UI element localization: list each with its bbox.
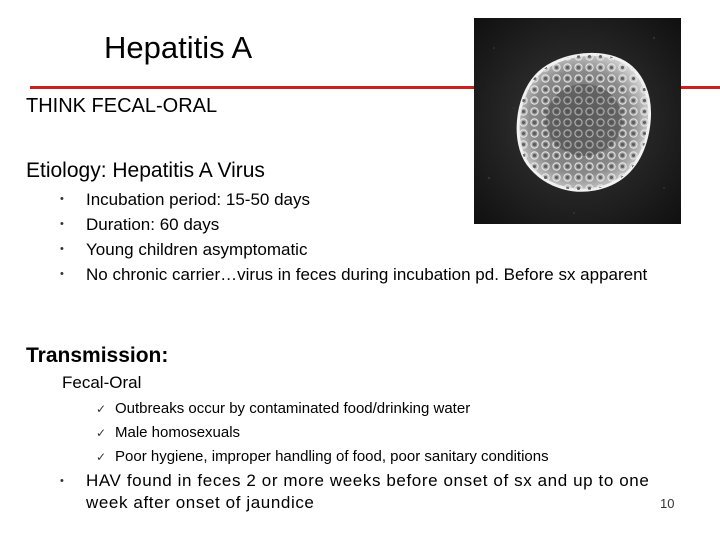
bullet-text: Incubation period: 15-50 days: [86, 190, 310, 209]
bullet-icon: •: [60, 268, 64, 280]
subtitle: THINK FECAL-ORAL: [26, 95, 218, 117]
list-item: [96, 421, 656, 445]
bullet-icon: •: [60, 475, 64, 487]
transmission-heading: Transmission:: [26, 344, 169, 367]
bullet-text: No chronic carrier…virus in feces during incubation pd. Before sx apparent: [86, 265, 648, 284]
list-item: [96, 397, 656, 421]
etiology-heading: Etiology: Hepatitis A Virus: [26, 159, 265, 182]
slide-title: Hepatitis A: [104, 30, 253, 65]
check-icon: ✓: [96, 450, 107, 464]
list-item: [96, 445, 656, 469]
bullet-icon: •: [60, 218, 64, 230]
check-icon: ✓: [96, 402, 107, 416]
bullet-icon: •: [60, 243, 64, 255]
check-text: Poor hygiene, improper handling of food, poor sanitary conditions: [115, 448, 549, 465]
bullet-text: Young children asymptomatic: [86, 240, 308, 259]
etiology-bullet-list: [60, 187, 660, 287]
list-item: [60, 262, 660, 287]
check-text: Outbreaks occur by contaminated food/drinking water: [115, 400, 471, 417]
list-item: [60, 470, 675, 514]
transmission-check-list: [96, 397, 656, 469]
bullet-text: HAV found in feces 2 or more weeks before onset of sx and up to one week after onset of jaundice: [86, 471, 650, 512]
list-item: [60, 237, 660, 262]
bullet-icon: •: [60, 193, 64, 205]
slide-number: 10: [660, 496, 675, 511]
bullet-text: Duration: 60 days: [86, 215, 220, 234]
list-item: [60, 187, 660, 212]
check-icon: ✓: [96, 426, 107, 440]
check-text: Male homosexuals: [115, 424, 241, 441]
hav-bullet-list: [60, 470, 675, 514]
list-item: [60, 212, 660, 237]
transmission-route: Fecal-Oral: [62, 373, 142, 392]
